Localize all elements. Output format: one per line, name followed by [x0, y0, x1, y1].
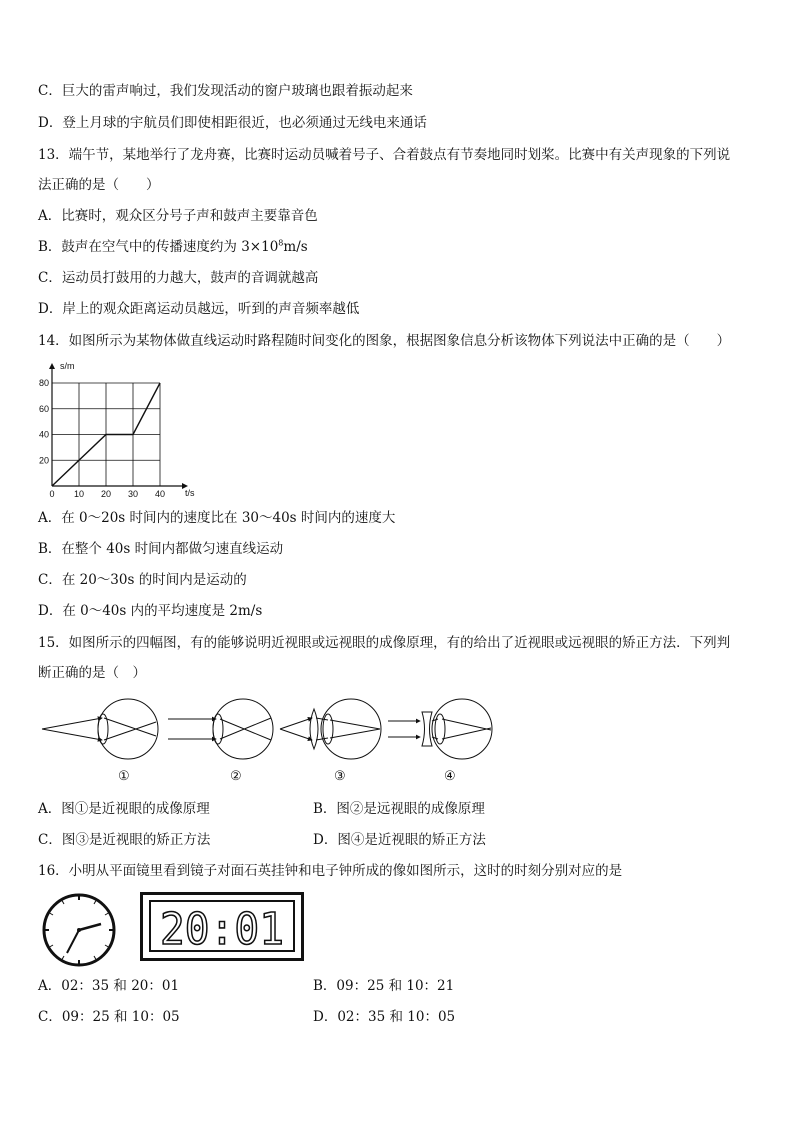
eye-diagrams: [38, 692, 508, 787]
chart-x-tick-label: 30: [127, 489, 139, 499]
q13-stem-line2: 法正确的是（ ）: [38, 177, 160, 193]
q14-stem: 14．如图所示为某物体做直线运动时路程随时间变化的图象，根据图象信息分析该物体下列说法中正确的是（ ）: [38, 333, 731, 349]
eye-diagram-2: [168, 699, 273, 759]
eye-3-ray-top-in: [330, 720, 380, 729]
q15-option-d: D．图④是近视眼的矫正方法: [313, 832, 486, 848]
eye-diagram-1: [42, 699, 158, 759]
q14-option-a: A．在 0～20s 时间内的速度比在 30～40s 时间内的速度大: [38, 510, 396, 526]
eye-4-eyeball: [432, 699, 492, 759]
chart-x-tick-label: 40: [154, 489, 166, 499]
eye-3-ray-bottom: [280, 729, 312, 740]
eye-3-ray-top: [280, 718, 312, 729]
chart-x-tick-label: 0: [49, 489, 55, 499]
chart-xlabel: t/s: [185, 488, 195, 498]
eye-3-convex-lens: [310, 709, 318, 749]
q14-option-d: D．在 0～40s 内的平均速度是 2m/s: [38, 603, 263, 619]
digital-clock-reading: 20:01: [160, 904, 284, 955]
analog-clock-mirror: [39, 890, 119, 970]
eye-diagram-label-4: ④: [444, 769, 456, 784]
eye-2-ray-top-in: [220, 719, 271, 740]
q13-stem-line1: 13．端午节，某地举行了龙舟赛，比赛时运动员喊着号子、合着鼓点有节奏地同时划桨。比赛中有关声现象的下列说: [38, 147, 731, 163]
eye-3-ray-bottom-in: [330, 729, 380, 738]
q15-option-b: B．图②是远视眼的成像原理: [313, 801, 485, 817]
chart-axes: [49, 363, 188, 489]
q13-option-a: A．比赛时，观众区分号子声和鼓声主要靠音色: [38, 208, 318, 224]
q12-option-c: C．巨大的雷声响过，我们发现活动的窗户玻璃也跟着振动起来: [38, 83, 413, 99]
q16-option-a: A．02：35 和 20：01: [38, 978, 180, 994]
eye-diagram-label-1: ①: [118, 769, 130, 784]
eye-1-eyeball: [98, 699, 158, 759]
chart-y-arrow: [49, 363, 55, 369]
eye-4-lens: [435, 714, 445, 744]
digital-clock-mirror: [140, 892, 304, 962]
q13-option-d: D．岸上的观众距离运动员越远，听到的声音频率越低: [38, 301, 360, 317]
eye-diagram-label-2: ②: [230, 769, 242, 784]
eye-4-ray-top-in: [442, 719, 491, 730]
q16-option-c: C．09：25 和 10：05: [38, 1009, 180, 1025]
q16-stem: 16．小明从平面镜里看到镜子对面石英挂钟和电子钟所成的像如图所示，这时的时刻分别对应的是: [38, 863, 623, 879]
eye-3-eyeball: [321, 699, 381, 759]
chart-y-tick-label: 60: [38, 403, 49, 414]
chart-y-tick-label: 40: [38, 429, 49, 440]
q13-option-b: [38, 238, 308, 256]
eye-1-ray-bottom: [42, 729, 102, 740]
eye-diagram-4: [388, 699, 492, 759]
q14-option-c: C．在 20～30s 的时间内是运动的: [38, 572, 247, 588]
q15-option-a: A．图①是近视眼的成像原理: [38, 801, 210, 817]
chart-x-tick-label: 10: [73, 489, 85, 499]
q16-option-b: B．09：25 和 10：21: [313, 978, 455, 994]
q13-option-c: C．运动员打鼓用的力越大，鼓声的音调就越高: [38, 270, 319, 286]
eye-1-ray-bottom-in: [104, 722, 156, 740]
q13-option-b-text: B．鼓声在空气中的传播速度约为 3×10: [38, 239, 279, 255]
eye-diagram-3: [280, 699, 381, 759]
eye-4-concave-lens: [422, 712, 432, 746]
chart-ylabel: s/m: [60, 361, 75, 371]
clock-center: [77, 928, 81, 932]
eye-1-ray-top-in: [104, 718, 156, 736]
chart-y-tick-label: 20: [38, 455, 49, 466]
q13-option-b-unit: m/s: [283, 239, 308, 255]
q12-option-d: D．登上月球的宇航员们即使相距很近，也必须通过无线电来通话: [38, 115, 427, 131]
q15-stem-line1: 15．如图所示的四幅图，有的能够说明近视眼或远视眼的成像原理，有的给出了近视眼或远视眼的矫正方法．下列判: [38, 635, 731, 651]
eye-1-ray-top: [42, 718, 102, 729]
q16-option-d: D．02：35 和 10：05: [313, 1009, 456, 1025]
chart-y-tick-label: 80: [38, 378, 49, 388]
st-chart: [30, 355, 210, 505]
chart-x-tick-label: 20: [100, 489, 112, 499]
eye-4-ray-bottom-in: [442, 728, 491, 739]
eye-2-ray-bottom-in: [220, 718, 271, 739]
q13-option-b-exponent: 8: [278, 238, 284, 248]
q15-stem-line2: 断正确的是（ ）: [38, 665, 146, 681]
eye-diagram-label-3: ③: [334, 769, 346, 784]
eye-3-lens: [323, 714, 333, 744]
q14-option-b: B．在整个 40s 时间内都做匀速直线运动: [38, 541, 284, 557]
q15-option-c: C．图③是近视眼的矫正方法: [38, 832, 211, 848]
